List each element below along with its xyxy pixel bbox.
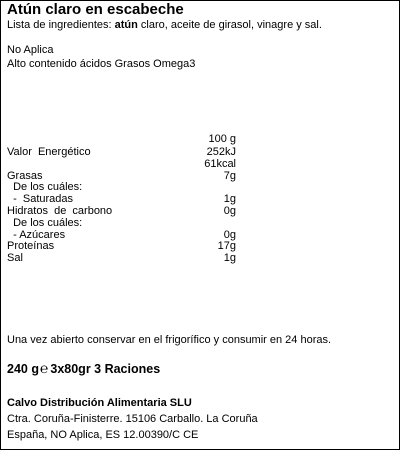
nutrition-row-label: De los cuáles: [7, 216, 83, 229]
nutrition-row-label: Valor Energético [7, 146, 91, 158]
portions: 3x80gr 3 Raciones [50, 362, 161, 376]
nutrition-row-label: Grasas [7, 169, 43, 182]
nutrition-row-label: - Azúcares [7, 228, 66, 241]
nutrition-row-value: 0g [223, 228, 236, 241]
nutrition-row-value: 7g [223, 169, 236, 182]
omega-line: Alto contenido ácidos Grasos Omega3 [7, 58, 196, 70]
nutrition-row-label: Sal [7, 252, 23, 265]
nutrition-row-value: 252kJ [206, 146, 236, 158]
nutrition-row-value: 1g [223, 193, 236, 206]
net-weight: 240 g [7, 362, 39, 376]
company-name: Calvo Distribución Alimentaria SLU [7, 397, 192, 409]
storage-instructions: Una vez abierto conservar en el frigorífico y consumir en 24 horas. [7, 334, 332, 346]
product-title: Atún claro en escabeche [7, 1, 184, 18]
nutrition-row-value: 1g [223, 252, 236, 265]
no-aplica-line: No Aplica [7, 44, 54, 56]
nutrition-row-value: 17g [217, 240, 236, 253]
nutrition-row-label: Proteínas [7, 240, 55, 253]
ingredients-line [7, 19, 322, 31]
ingredients-rest: claro, aceite de girasol, vinagre y sal. [137, 19, 322, 31]
package-line [7, 360, 160, 376]
ingredients-prefix: Lista de ingredientes: [7, 19, 115, 31]
nutrition-row-label: - Saturadas [7, 193, 74, 206]
nutrition-row-value: 0g [223, 205, 236, 217]
nutrition-row-label: Hidratos de carbono [7, 205, 113, 217]
estimated-sign-icon: ℮ [39, 360, 49, 376]
nutrition-per-label: 100 g [208, 133, 236, 145]
company-registry: España, NO Aplica, ES 12.00390/C CE [7, 429, 199, 441]
ingredients-highlight: atún [114, 19, 138, 31]
nutrition-row-label: De los cuáles: [7, 181, 83, 194]
nutrition-row-value: 61kcal [204, 157, 236, 170]
company-address: Ctra. Coruña-Finisterre. 15106 Carballo. La Coruña [7, 413, 258, 425]
